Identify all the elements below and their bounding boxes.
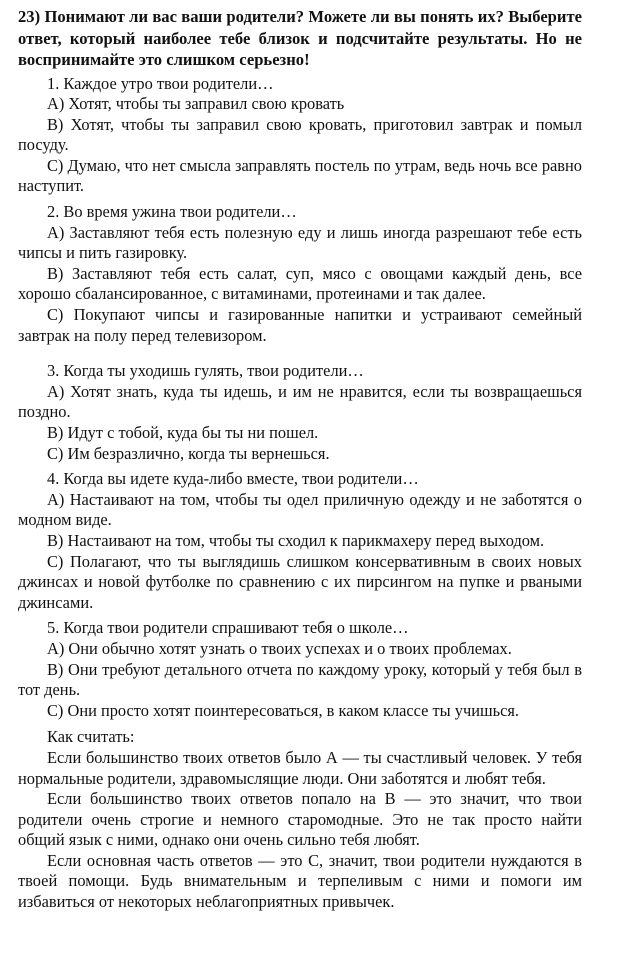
answer-option: B) Хотят, чтобы ты заправил свою кровать, приготовил завтрак и помыл посуду. <box>18 114 582 155</box>
answer-option: С) Покупают чипсы и газированные напитки и устраивают семейный завтрак на полу перед телевизором. <box>18 305 582 345</box>
answer-option: А) Хотят, чтобы ты заправил свою кровать <box>47 94 345 114</box>
question-1 <box>18 74 582 198</box>
answer-option: А) Заставляют тебя есть полезную еду и лишь иногда разрешают тебе есть чипсы и пить газировку. <box>18 222 582 263</box>
scoring-paragraph: Если большинство твоих ответов было А — ты счастливый человек. У тебя нормальные родители, здравомыслящие люди. Они заботятся и любят тебя. <box>18 747 582 788</box>
scoring-title: Как считать: <box>47 727 135 747</box>
answer-option: А) Настаивают на том, чтобы ты одел приличную одежду и не заботятся о модном виде. <box>18 489 582 530</box>
scoring-paragraph: Если большинство твоих ответов попало на В — это значит, что твои родители очень строгие и немного старомодные. Это не так просто найти общий язык с ними, однако они очень сильно тебя любят. <box>18 789 582 850</box>
question-3 <box>18 361 582 464</box>
answer-option: С) Полагают, что ты выглядишь слишком консервативным в своих новых джинсах и новой футболке по сравнению с их пирсингом на пупке и рваными джинсами. <box>18 551 582 612</box>
exercise-heading <box>18 6 582 71</box>
answer-option: В) Настаивают на том, чтобы ты сходил к парикмахеру перед выходом. <box>47 530 545 550</box>
answer-option: А) Хотят знать, куда ты идешь, и им не нравится, если ты возвращаешься поздно. <box>18 381 582 422</box>
answer-option: С) Думаю, что нет смысла заправлять постель по утрам, ведь ночь все равно наступит. <box>18 155 582 196</box>
answer-option: С) Им безразлично, когда ты вернешься. <box>47 443 330 463</box>
question-text: 3. Когда ты уходишь гулять, твои родители… <box>47 361 364 381</box>
answer-option: В) Заставляют тебя есть салат, суп, мясо с овощами каждый день, все хорошо сбалансированное, с витаминами, протеинами и так далее. <box>18 263 582 304</box>
answer-option: В) Они требуют детального отчета по каждому уроку, который у тебя был в тот день. <box>18 659 582 700</box>
scoring-section <box>18 727 582 912</box>
exercise-number: 23) <box>18 7 41 26</box>
question-text: 2. Во время ужина твои родители… <box>47 202 297 222</box>
spacer <box>18 351 582 361</box>
answer-option: А) Они обычно хотят узнать о твоих успехах и о твоих проблемах. <box>47 638 512 658</box>
question-text: 5. Когда твои родители спрашивают тебя о школе… <box>47 618 409 638</box>
exercise-instructions: Понимают ли вас ваши родители? Можете ли вы понять их? Выберите ответ, который наиболее тебе близок и подсчитайте результаты. Но не воспринимайте это слишком серьезно! <box>18 7 582 69</box>
document-page <box>18 6 582 913</box>
scoring-paragraph: Если основная часть ответов — это С, значит, твои родители нуждаются в твоей помощи. Будь внимательным и терпеливым с ними и помоги им избавиться от некоторых неблагоприятных привычек. <box>18 850 582 912</box>
question-5 <box>18 618 582 721</box>
answer-option: С) Они просто хотят поинтересоваться, в каком классе ты учишься. <box>47 700 520 720</box>
question-text: 4. Когда вы идете куда-либо вместе, твои родители… <box>47 469 419 489</box>
question-4 <box>18 469 582 613</box>
question-text: 1. Каждое утро твои родители… <box>47 73 274 93</box>
question-2 <box>18 202 582 346</box>
answer-option: В) Идут с тобой, куда бы ты ни пошел. <box>47 423 319 442</box>
